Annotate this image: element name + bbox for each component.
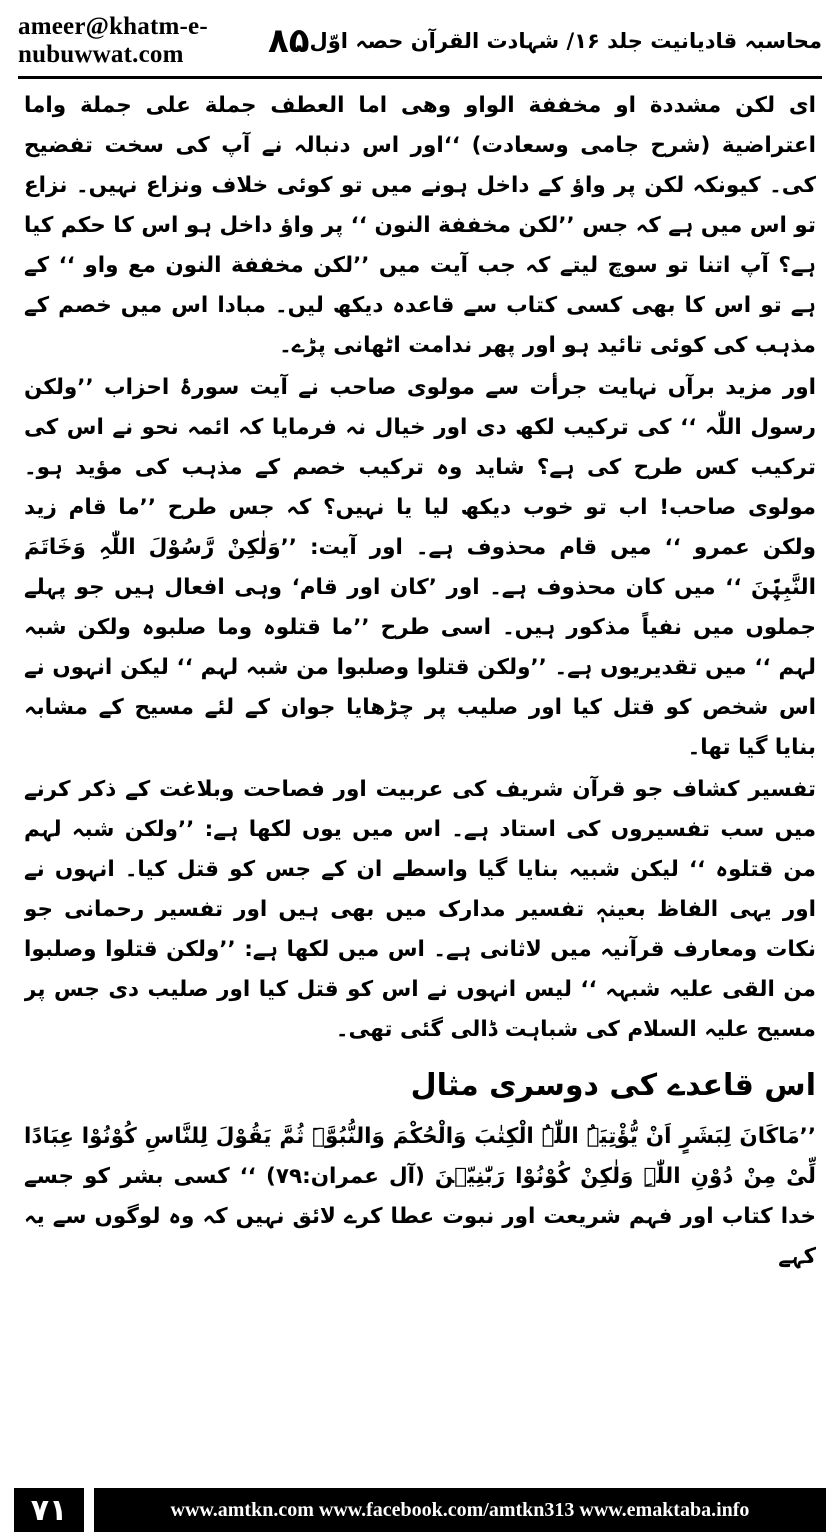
paragraph-1: ای لکن مشددة او مخففة الواو وھی اما العطف جملة علی جملة واما اعتراضیة (شرح جامی وسعادت) ‘‘اور اس دنبالہ نے آپ کی سخت تفضیح کی۔ کیونکہ لکن پر واؤ کے داخل ہونے میں تو کوئی خلاف ونزاع نہیں۔ نزاع تو اس میں ہے کہ جس ’’لکن مخففة النون ‘‘ پر واؤ داخل ہو اس کا حکم کیا ہے؟ آپ اتنا تو سوچ لیتے کہ جب آیت میں ’’لکن مخففة النون مع واو ‘‘ کے ہے تو اس کا بھی کسی کتاب سے قاعدہ دیکھ لیں۔ مبادا اس میں خصم کے مذہب کی کوئی تائید ہو اور پھر ندامت اٹھانی پڑے۔	[24, 93, 816, 358]
main-text	[24, 86, 816, 1468]
page-footer	[14, 1488, 826, 1532]
footer-bar	[14, 1488, 826, 1532]
page-header	[18, 12, 822, 70]
quran-quote: ’’مَاکَانَ لِبَشَرٍ اَنْ یُّؤْتِیَہُ اللّٰہُ الْکِتٰبَ وَالْحُکْمَ وَالنُّبُوَّۃَ ثُمَّ یَقُوْلَ لِلنَّاسِ کُوْنُوْا عِبَادًا لِّیْ مِنْ دُوْنِ اللّٰہِ وَلٰکِنْ کُوْنُوْا رَبّٰنِیّٖنَ (آل عمران:۷۹) ‘‘ کسی بشر کو جسے خدا کتاب اور فہم شریعت اور نبوت عطا کرے لائق نہیں کہ وہ لوگوں سے یہ کہے	[24, 1124, 816, 1270]
footer-page-number: ۷۱	[14, 1488, 94, 1532]
header-book-title: محاسبہ قادیانیت جلد ۱۶/ شہادت القرآن حصہ اوّل	[309, 29, 822, 53]
header-email: ameer@khatm-e-nubuwwat.com	[18, 13, 208, 68]
paragraph-2: اور مزید برآں نہایت جرأت سے مولوی صاحب نے آیت سورۂ احزاب ’’ولکن رسول اللّٰہ ‘‘ کی ترکیب لکھ دی اور خیال نہ فرمایا کہ ائمہ نحو نے اس کی ترکیب کس طرح کی ہے؟ شاید وہ ترکیب خصم کے مذہب کی مؤید ہو۔ مولوی صاحب! اب تو خوب دیکھ لیا یا نہیں؟ کہ جس طرح ’’ما قام زید ولکن عمرو ‘‘ میں قام محذوف ہے۔ اور آیت: ’’وَلٰکِنْ رَّسُوْلَ اللّٰہِ وَخَاتَمَ النَّبِیّٖنَ ‘‘ میں کان محذوف ہے۔ اور ’کان اور قام‘ وہی افعال ہیں جو پہلے جملوں میں نفیاً مذکور ہیں۔ اسی طرح ’’ما قتلوہ وما صلبوہ ولکن شبہ لہم ‘‘ میں تقدیریوں ہے۔ ’’ولکن قتلوا وصلبوا من شبہ لہم ‘‘ لیکن انہوں نے اس شخص کو قتل کیا اور صلیب پر چڑھایا جوان کے لئے مسیح کے مشابہ بنایا گیا تھا۔	[24, 374, 816, 760]
section-heading: اس قاعدے کی دوسری مثال	[410, 1067, 816, 1103]
footer-links: www.amtkn.com www.facebook.com/amtkn313 www.emaktaba.info	[170, 1498, 750, 1521]
header-divider	[18, 76, 822, 79]
paragraph-3: تفسیر کشاف جو قرآن شریف کی عربیت اور فصاحت وبلاغت کے ذکر کرنے میں سب تفسیروں کی استاد ہے۔ اس میں یوں لکھا ہے: ’’ولکن شبہ لہم من قتلوہ ‘‘ لیکن شبیہ بنایا گیا واسطے ان کے جس کو قتل کیا۔ انہوں نے اور یہی الفاظ بعینہٖ تفسیر مدارک میں بھی ہیں اور تفسیر رحمانی جو نکات ومعارف قرآنیہ میں لاثانی ہے۔ اس میں لکھا ہے: ’’ولکن قتلوا وصلبوا من القی علیہ شبہہ ‘‘ لیس انہوں نے اس کو قتل کیا اور صلیب دی جس پر مسیح علیہ السلام کی شباہت ڈالی گئی تھی۔	[24, 776, 816, 1042]
header-page-number: ۸۵	[268, 21, 310, 61]
